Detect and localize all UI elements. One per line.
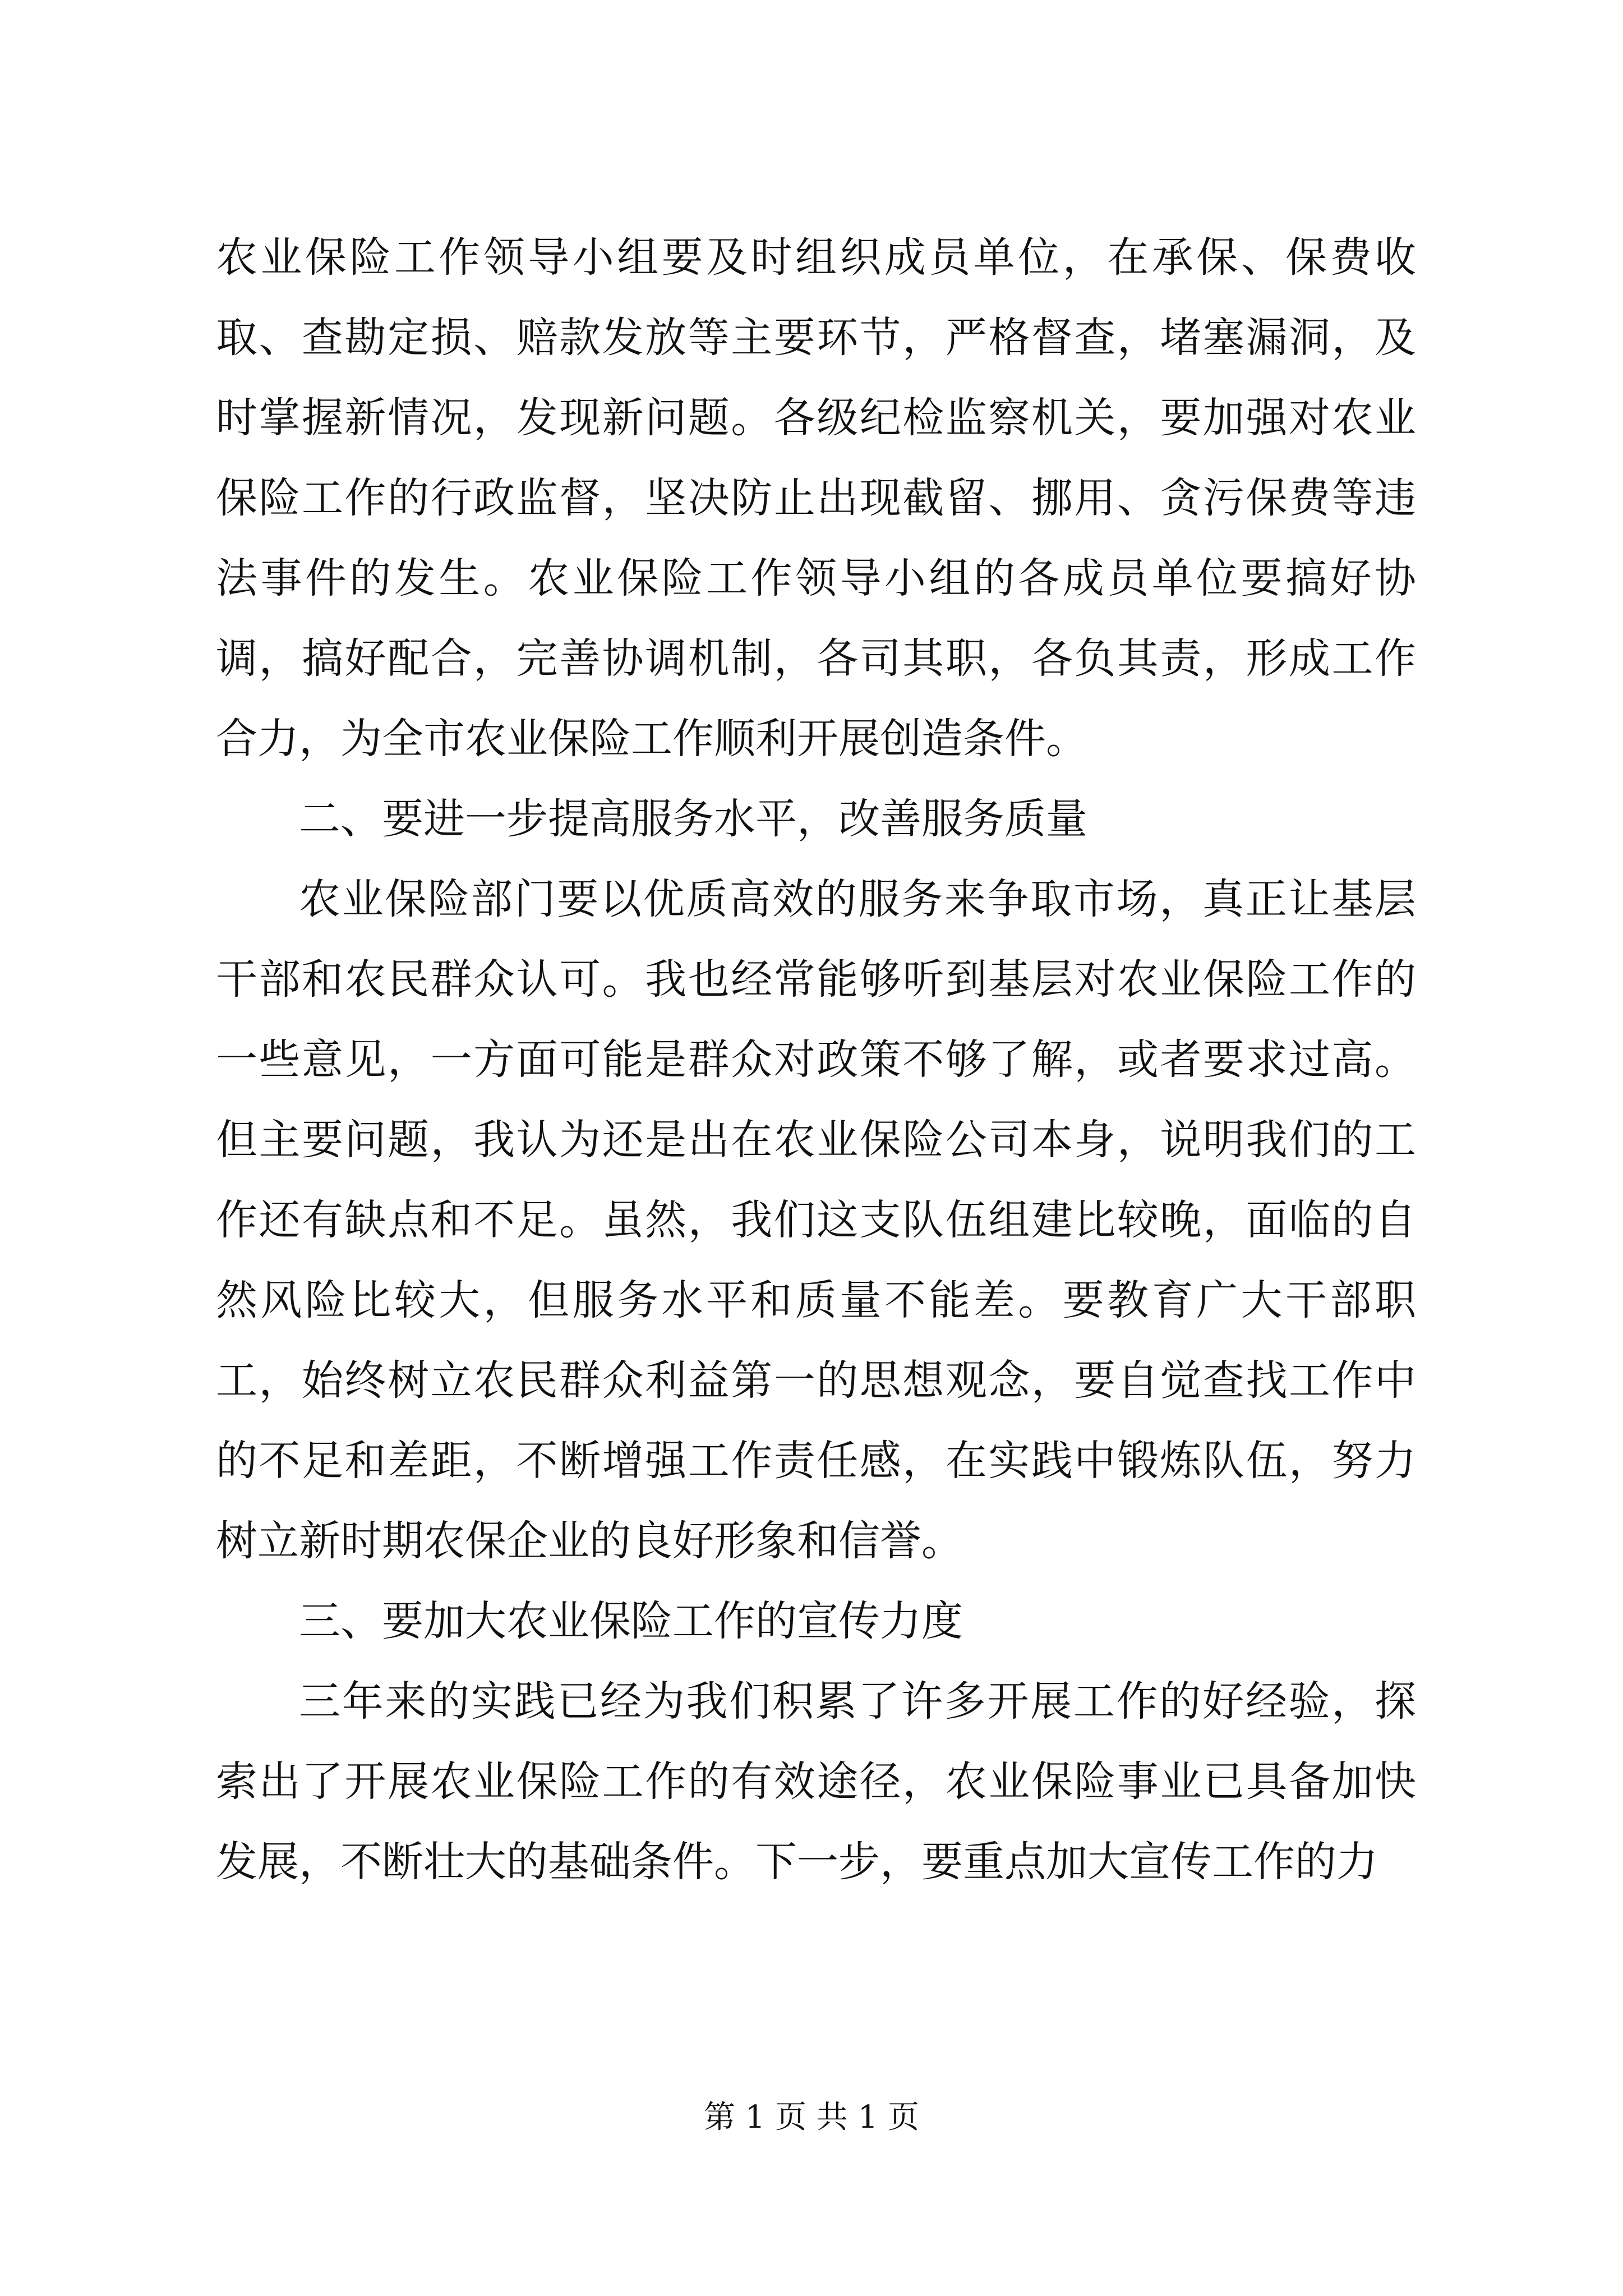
paragraph-publicity: 三年来的实践已经为我们积累了许多开展工作的好经验，探索出了开展农业保险工作的有效途径，农业保险事业已具备加快发展，不断壮大的基础条件。下一步，要重点加大宣传工作的力 (216, 1677, 1416, 1886)
section-heading-3: 三、要加大农业保险工作的宣传力度 (299, 1597, 963, 1645)
page-footer: 第 1 页 共 1 页 (703, 2099, 920, 2136)
section-heading-2: 二、要进一步提高服务水平，改善服务质量 (299, 795, 1087, 843)
document-body (216, 218, 1416, 1902)
paragraph-continuation: 农业保险工作领导小组要及时组织成员单位，在承保、保费收取、查勘定损、赔款发放等主要环节，严格督查，堵塞漏洞，及时掌握新情况，发现新问题。各级纪检监察机关，要加强对农业保险工作的行政监督，坚决防止出现截留、挪用、贪污保费等违法事件的发生。农业保险工作领导小组的各成员单位要搞好协调，搞好配合，完善协调机制，各司其职，各负其责，形成工作合力，为全市农业保险工作顺利开展创造条件。 (216, 233, 1416, 763)
paragraph-service: 农业保险部门要以优质高效的服务来争取市场，真正让基层干部和农民群众认可。我也经常能够听到基层对农业保险工作的一些意见，一方面可能是群众对政策不够了解，或者要求过高。但主要问题，我认为还是出在农业保险公司本身，说明我们的工作还有缺点和不足。虽然，我们这支队伍组建比较晚，面临的自然风险比较大，但服务水平和质量不能差。要教育广大干部职工，始终树立农民群众利益第一的思想观念，要自觉查找工作中的不足和差距，不断增强工作责任感，在实践中锻炼队伍，努力树立新时期农保企业的良好形象和信誉。 (216, 875, 1416, 1565)
